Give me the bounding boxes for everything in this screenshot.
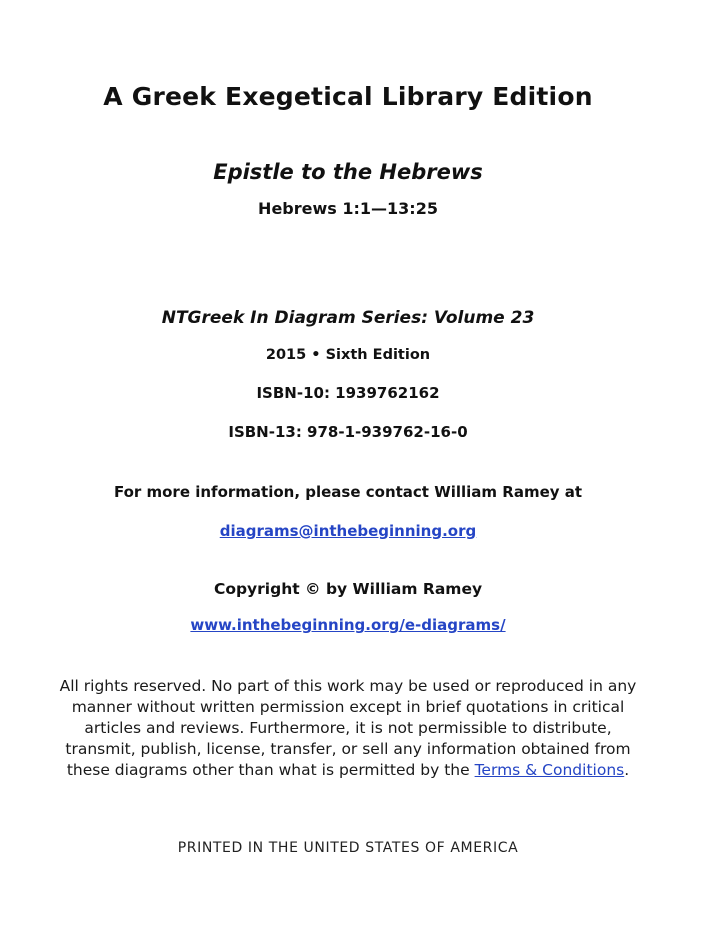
- rights-text-before: All rights reserved. No part of this work may be used or reproduced in any manner without written permission except in brief quotations in critical articles and reviews. Furthermore, it is not permissible to distribute, transmit, publish, license, transfer, or sell any information obtained from these diagrams other than what is permitted by the: [59, 676, 637, 779]
- rights-paragraph: [48, 676, 648, 781]
- isbn13-line: ISBN-13: 978-1-939762-16-0: [228, 422, 468, 441]
- website-link[interactable]: www.inthebeginning.org/e-diagrams/: [190, 616, 506, 635]
- contact-line: For more information, please contact William Ramey at: [113, 483, 583, 502]
- printed-in-usa-line: PRINTED IN THE UNITED STATES OF AMERICA: [177, 839, 519, 856]
- scripture-reference: Hebrews 1:1—13:25: [258, 199, 438, 219]
- website-link-row: [0, 616, 696, 636]
- email-link-row: [0, 522, 696, 542]
- email-link[interactable]: diagrams@inthebeginning.org: [219, 521, 477, 540]
- isbn10-line: ISBN-10: 1939762162: [256, 384, 440, 403]
- book-title: A Greek Exegetical Library Edition: [103, 82, 593, 111]
- book-subtitle: Epistle to the Hebrews: [213, 160, 483, 184]
- copyright-line: Copyright © by William Ramey: [213, 580, 483, 599]
- rights-text-after: .: [624, 760, 630, 779]
- terms-and-conditions-link[interactable]: Terms & Conditions: [474, 760, 625, 779]
- series-title: NTGreek In Diagram Series: Volume 23: [161, 308, 535, 329]
- edition-line: 2015 • Sixth Edition: [265, 347, 431, 364]
